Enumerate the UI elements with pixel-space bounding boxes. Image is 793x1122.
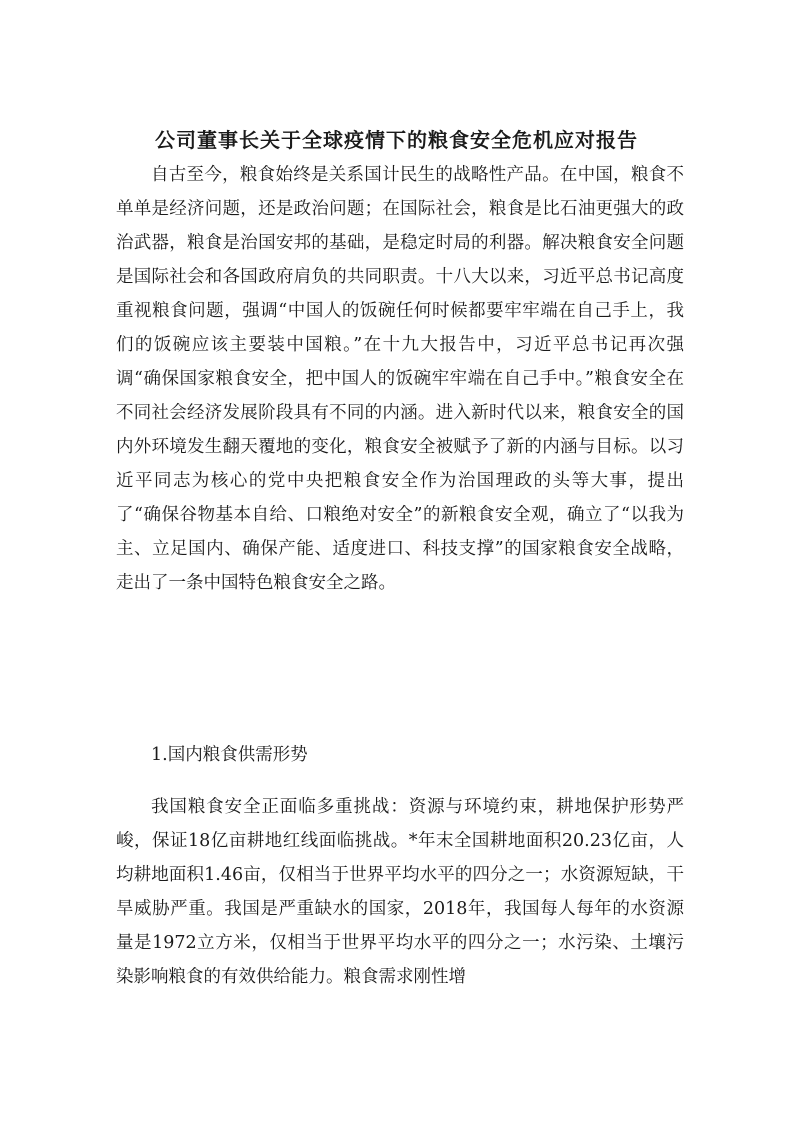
section-heading-domestic-supply-demand: 1.国内粮食供需形势 — [151, 745, 308, 765]
section-paragraph-challenges: 我国粮食安全正面临多重挑战：资源与环境约束，耕地保护形势严峻，保证18亿亩耕地红线面临挑战。*年末全国耕地面积20.23亿亩，人均耕地面积1.46亩，仅相当于世界平均水平的四分之一；水资源短缺，干旱威胁严重。我国是严重缺水的国家，2018年，我国每人每年的水资源量是1972立方米，仅相当于世界平均水平的四分之一；水污染、土壤污染影响粮食的有效供给能力。粮食需求刚性增 — [116, 797, 684, 987]
intro-paragraph: 自古至今，粮食始终是关系国计民生的战略性产品。在中国，粮食不单单是经济问题，还是政治问题；在国际社会，粮食是比石油更强大的政治武器，粮食是治国安邦的基础，是稳定时局的利器。解决粮食安全问题是国际社会和各国政府肩负的共同职责。十八大以来，习近平总书记高度重视粮食问题，强调“中国人的饭碗任何时候都要牢牢端在自己手上，我们的饭碗应该主要装中国粮。”在十九大报告中，习近平总书记再次强调“确保国家粮食安全，把中国人的饭碗牢牢端在自己手中。”粮食安全在不同社会经济发展阶段具有不同的内涵。进入新时代以来，粮食安全的国内外环境发生翻天覆地的变化，粮食安全被赋予了新的内涵与目标。以习近平同志为核心的党中央把粮食安全作为治国理政的头等大事，提出了“确保谷物基本自给、口粮绝对安全”的新粮食安全观，确立了“以我为主、立足国内、确保产能、适度进口、科技支撑”的国家粮食安全战略，走出了一条中国特色粮食安全之路。 — [116, 165, 684, 593]
document-title: 公司董事长关于全球疫情下的粮食安全危机应对报告 — [155, 128, 638, 152]
